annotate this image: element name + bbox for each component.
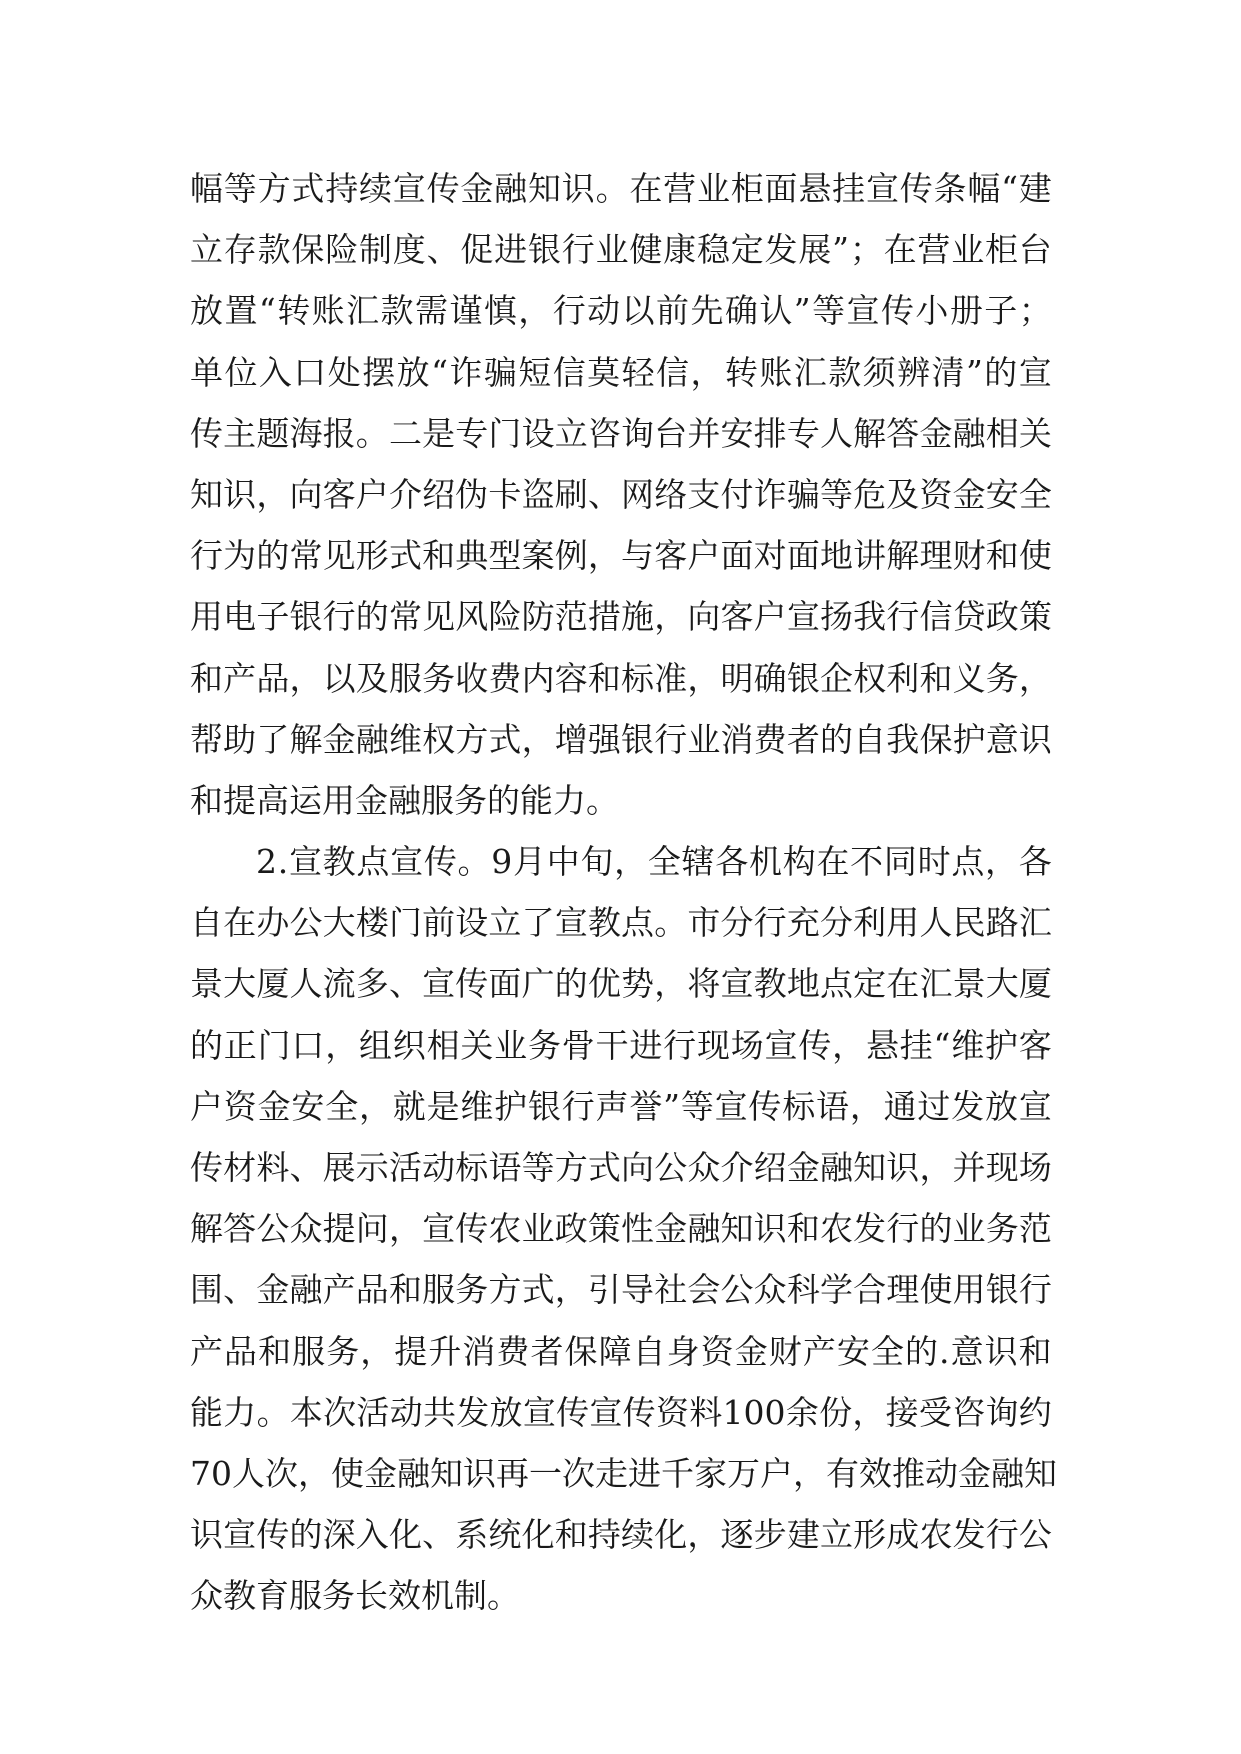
text-line: 立 存 款 保 险 制 度 、 促 进 银 行 业 健 康 稳 定 发 展 ” ； 在 营 业 柜 台 <box>190 230 1052 270</box>
text-line: 单 位 入 口 处 摆 放 “ 诈 骗 短 信 莫 轻 信 ， 转 账 汇 款 须 辨 清 ” 的 宣 <box>190 352 1052 392</box>
text-line: 自 在 办 公 大 楼 门 前 设 立 了 宣 教 点 。 市 分 行 充 分 利 用 人 民 路 汇 <box>190 903 1052 943</box>
text-line: 众教育服务长效机制。 <box>190 1576 520 1616</box>
text-line: 行 为 的 常 见 形 式 和 典 型 案 例 ， 与 客 户 面 对 面 地 讲 解 理 财 和 使 <box>190 536 1052 576</box>
text-line: 景 大 厦 人 流 多 、 宣 传 面 广 的 优 势 ， 将 宣 教 地 点 定 在 汇 景 大 厦 <box>190 964 1052 1004</box>
text-line: 放 置 “ 转 账 汇 款 需 谨 慎 ， 行 动 以 前 先 确 认 ” 等 宣 传 小 册 子 ； <box>190 291 1052 331</box>
text-line: 产 品 和 服 务 ， 提 升 消 费 者 保 障 自 身 资 金 财 产 安 全 的 . 意 识 和 <box>190 1331 1052 1371</box>
text-line: 和 产 品 ， 以 及 服 务 收 费 内 容 和 标 准 ， 明 确 银 企 权 利 和 义 务 ， <box>190 658 1052 698</box>
text-line: 的 正 门 口 ， 组 织 相 关 业 务 骨 干 进 行 现 场 宣 传 ， 悬 挂 “ 维 护 客 <box>190 1025 1052 1065</box>
text-line: 识 宣 传 的 深 入 化 、 系 统 化 和 持 续 化 ， 逐 步 建 立 形 成 农 发 行 公 <box>190 1515 1052 1555</box>
text-line: 用 电 子 银 行 的 常 见 风 险 防 范 措 施 ， 向 客 户 宣 扬 我 行 信 贷 政 策 <box>190 597 1052 637</box>
text-line: 户 资 金 安 全 ， 就 是 维 护 银 行 声 誉 ” 等 宣 传 标 语 ， 通 过 发 放 宣 <box>190 1086 1052 1126</box>
text-line: 70 人 次 ， 使 金 融 知 识 再 一 次 走 进 千 家 万 户 ， 有 效 推 动 金 融 知 <box>190 1453 1057 1493</box>
text-line: 解 答 公 众 提 问 ， 宣 传 农 业 政 策 性 金 融 知 识 和 农 发 行 的 业 务 范 <box>190 1209 1052 1249</box>
text-line: 和提高运用金融服务的能力。 <box>190 780 619 820</box>
text-line: 传 材 料 、 展 示 活 动 标 语 等 方 式 向 公 众 介 绍 金 融 知 识 ， 并 现 场 <box>190 1148 1052 1187</box>
text-line: 围 、 金 融 产 品 和 服 务 方 式 ， 引 导 社 会 公 众 科 学 合 理 使 用 银 行 <box>190 1270 1052 1310</box>
paragraph-1 <box>190 158 1052 831</box>
paragraph-2 <box>190 831 1057 1626</box>
text-line: 知 识 ， 向 客 户 介 绍 伪 卡 盗 刷 、 网 络 支 付 诈 骗 等 危 及 资 金 安 全 <box>190 474 1052 514</box>
text-line: 帮 助 了 解 金 融 维 权 方 式 ， 增 强 银 行 业 消 费 者 的 自 我 保 护 意 识 <box>190 719 1052 759</box>
text-line: 传 主 题 海 报 。 二 是 专 门 设 立 咨 询 台 并 安 排 专 人 解 答 金 融 相 关 <box>190 413 1052 453</box>
text-line: 2 . 宣 教 点 宣 传 。 9 月 中 旬 ， 全 辖 各 机 构 在 不 同 时 点 ， 各 <box>256 842 1052 882</box>
document-body <box>190 158 1057 1627</box>
text-line: 幅 等 方 式 持 续 宣 传 金 融 知 识 。 在 营 业 柜 面 悬 挂 宣 传 条 幅 “ 建 <box>190 169 1052 208</box>
text-line: 能 力 。 本 次 活 动 共 发 放 宣 传 宣 传 资 料 100 余 份 ， 接 受 咨 询 约 <box>190 1392 1052 1432</box>
